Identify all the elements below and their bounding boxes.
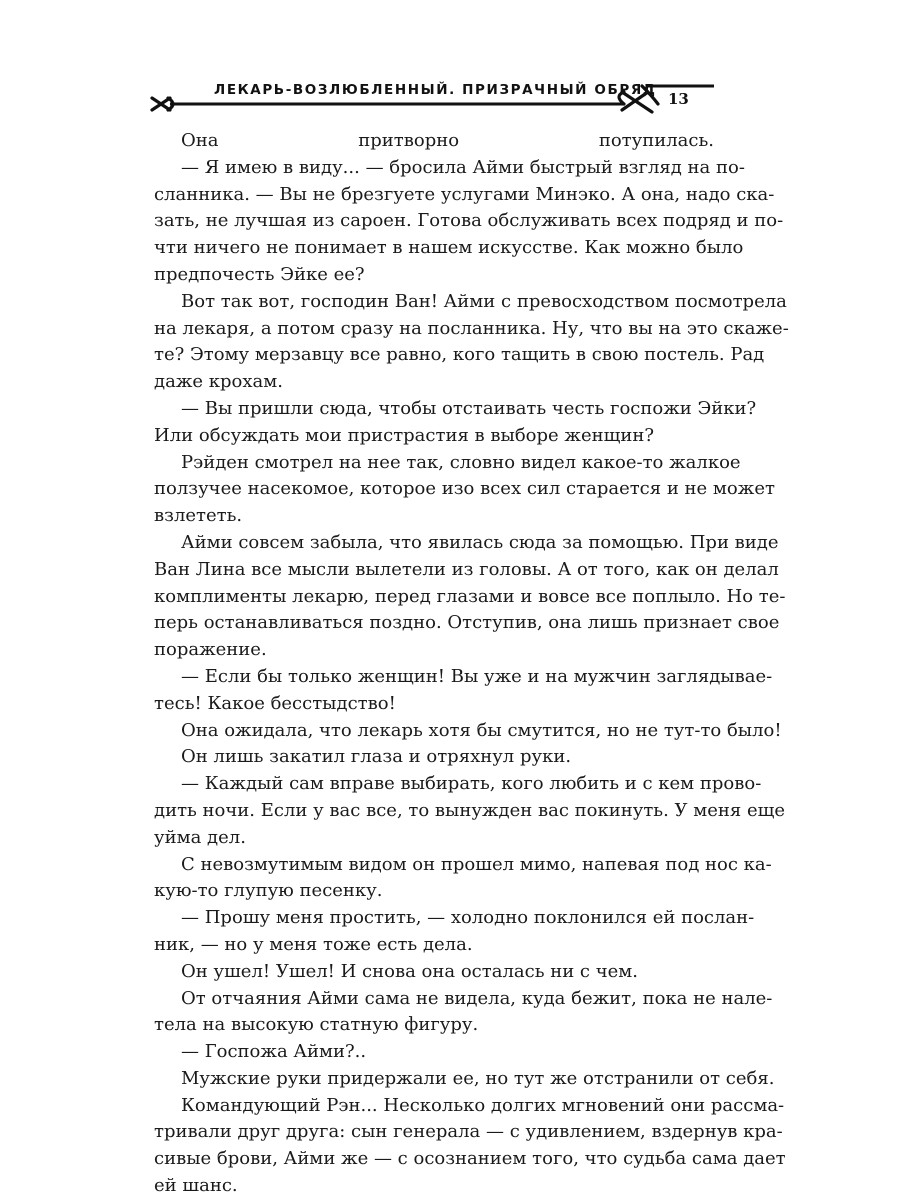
text-line: взлететь.	[154, 505, 243, 527]
text-line: предпочесть Эйке ее?	[154, 263, 365, 285]
text-line: ей шанс.	[154, 1175, 238, 1197]
text-line: сланника. — Вы не брезгуете услугами Минэко. А она, надо ска-	[154, 183, 775, 205]
text-line: ник, — но у меня тоже есть дела.	[154, 933, 473, 955]
text-line: Или обсуждать мои пристрастия в выборе женщин?	[154, 424, 655, 446]
text-line: поражение.	[154, 639, 267, 661]
text-line: на лекаря, а потом сразу на посланника. Ну, что вы на это скаже-	[154, 317, 789, 339]
text-line: С невозмутимым видом он прошел мимо, напевая под нос ка-	[181, 853, 772, 875]
text-line: чти ничего не понимает в нашем искусстве. Как можно было	[154, 237, 744, 259]
text-line: Айми совсем забыла, что явилась сюда за помощью. При виде	[181, 531, 779, 553]
text-line: дить ночи. Если у вас все, то вынужден вас покинуть. У меня еще	[154, 799, 786, 821]
text-line: — Вы пришли сюда, чтобы отстаивать честь госпожи Эйки?	[181, 397, 757, 419]
text-line: те? Этому мерзавцу все равно, кого тащить в свою постель. Рад	[154, 344, 765, 366]
text-line: Она ожидала, что лекарь хотя бы смутится, но не тут-то было!	[181, 719, 782, 741]
text-line: кую-то глупую песенку.	[154, 880, 383, 902]
text-body	[154, 128, 789, 1200]
text-line: Он лишь закатил глаза и отряхнул руки.	[181, 746, 572, 768]
text-line: уйма дел.	[154, 826, 246, 848]
text-line: ползучее насекомое, которое изо всех сил старается и не может	[154, 478, 775, 500]
running-title: ЛЕКАРЬ-ВОЗЛЮБЛЕННЫЙ. ПРИЗРАЧНЫЙ ОБРЯД	[214, 82, 657, 98]
text-line: — Если бы только женщин! Вы уже и на мужчин заглядывае-	[181, 665, 773, 687]
text-line: зать, не лучшая из сароен. Готова обслуживать всех подряд и по-	[154, 210, 784, 232]
text-line: Она притворно потупилась.	[181, 130, 714, 151]
text-line: тела на высокую статную фигуру.	[154, 1014, 479, 1036]
text-line: Мужские руки придержали ее, но тут же отстранили от себя.	[181, 1067, 775, 1089]
page-header	[148, 70, 718, 120]
text-line: перь останавливаться поздно. Отступив, она лишь признает свое	[154, 612, 780, 634]
text-line: даже крохам.	[154, 371, 283, 393]
text-line: Вот так вот, господин Ван! Айми с превосходством посмотрела	[181, 290, 787, 312]
text-line: тривали друг друга: сын генерала — с удивлением, вздернув кра-	[154, 1121, 783, 1143]
text-line: Командующий Рэн... Несколько долгих мгновений они рассма-	[181, 1094, 785, 1116]
left-knot-icon	[152, 98, 173, 110]
text-line: Ван Лина все мысли вылетели из головы. А от того, как он делал	[154, 558, 779, 580]
text-line: — Прошу меня простить, — холодно поклонился ей послан-	[181, 907, 755, 929]
text-line: — Госпожа Айми?..	[181, 1041, 367, 1063]
text-line: сивые брови, Айми же — с осознанием того, что судьба сама дает	[154, 1148, 786, 1170]
page-number: 13	[668, 90, 689, 108]
text-line: — Я имею в виду... — бросила Айми быстрый взгляд на по-	[181, 156, 745, 178]
text-line: Он ушел! Ушел! И снова она осталась ни с чем.	[181, 960, 639, 982]
text-line: От отчаяния Айми сама не видела, куда бежит, пока не нале-	[181, 987, 773, 1009]
text-line: — Каждый сам вправе выбирать, кого любить и с кем прово-	[181, 773, 762, 795]
text-line: комплименты лекарю, перед глазами и вовсе все поплыло. Но те-	[154, 585, 786, 607]
text-line: Рэйден смотрел на нее так, словно видел какое-то жалкое	[181, 451, 741, 473]
text-line: тесь! Какое бесстыдство!	[154, 692, 396, 714]
